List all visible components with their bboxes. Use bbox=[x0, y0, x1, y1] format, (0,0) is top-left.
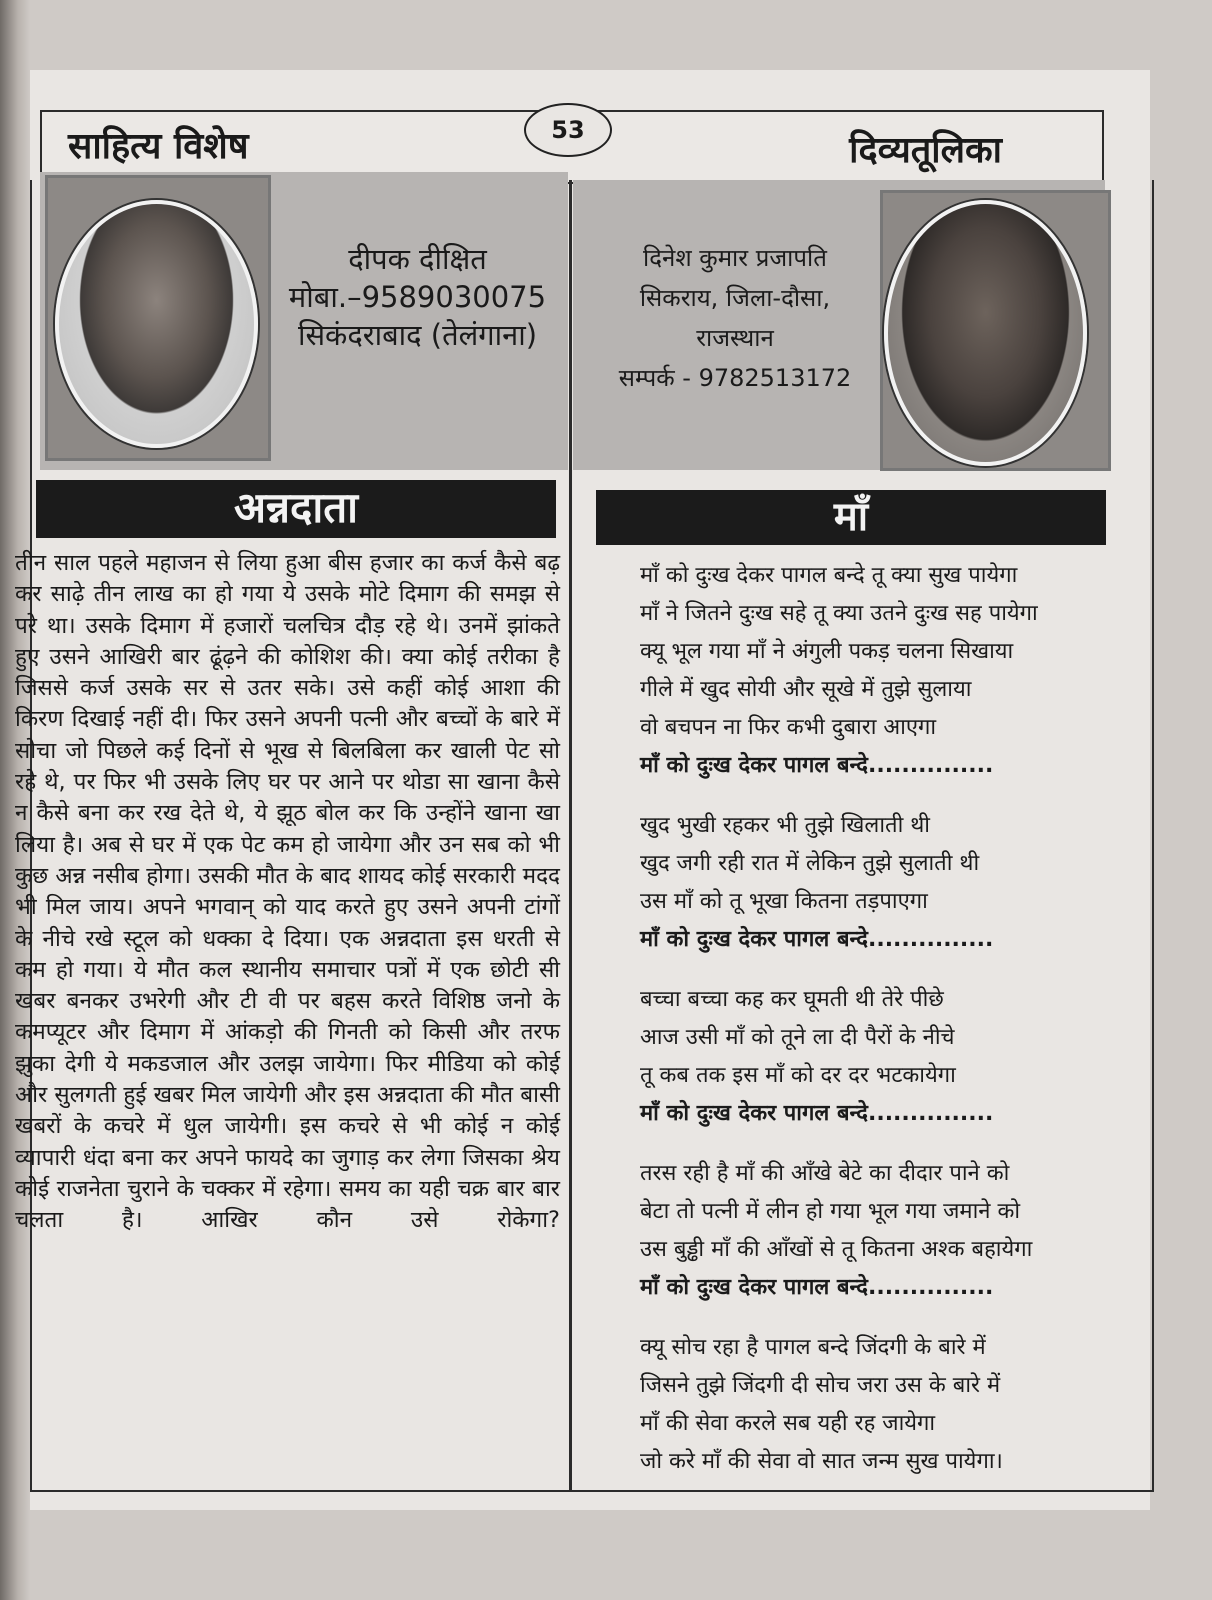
poem-line: माँ को दुःख देकर पागल बन्दे तू क्या सुख पायेगा bbox=[640, 563, 1018, 588]
left-author-location: सिकंदराबाद (तेलंगाना) bbox=[297, 318, 538, 352]
poem-title: माँ bbox=[596, 490, 1106, 545]
left-author-phone: मोबा.–9589030075 bbox=[288, 280, 547, 314]
poem-body bbox=[640, 557, 1110, 1503]
page-number: 53 bbox=[524, 103, 612, 157]
poem-line: तरस रही है माँ की आँखे बेटे का दीदार पाने को bbox=[640, 1161, 1010, 1186]
right-author-address1: सिकराय, जिला-दौसा, bbox=[639, 284, 831, 312]
poem-line: माँ ने जितने दुःख सहे तू क्या उतने दुःख सह पायेगा bbox=[640, 601, 1038, 626]
story-body bbox=[15, 548, 560, 1237]
section-title: साहित्य विशेष bbox=[68, 126, 249, 167]
right-author-info bbox=[590, 238, 880, 398]
right-author-address2: राजस्थान bbox=[696, 324, 774, 352]
poem-line: माँ की सेवा करले सब यही रह जायेगा bbox=[640, 1411, 936, 1436]
poem-stanza bbox=[640, 1155, 1110, 1307]
poem-line: तू कब तक इस माँ को दर दर भटकायेगा bbox=[640, 1063, 956, 1088]
poem-stanza bbox=[640, 807, 1110, 959]
poem-line: बेटा तो पत्नी में लीन हो गया भूल गया जमाने को bbox=[640, 1199, 1021, 1224]
poem-line: बच्चा बच्चा कह कर घूमती थी तेरे पीछे bbox=[640, 987, 944, 1012]
poem-line: जिसने तुझे जिंदगी दी सोच जरा उस के बारे में bbox=[640, 1373, 1001, 1398]
poem-stanza bbox=[640, 557, 1110, 785]
poem-line: क्यू सोच रहा है पागल बन्दे जिंदगी के बारे में bbox=[640, 1335, 986, 1360]
right-author-photo bbox=[884, 200, 1087, 466]
right-author-phone: सम्पर्क - 9782513172 bbox=[618, 364, 852, 392]
left-author-photo bbox=[55, 200, 258, 448]
poem-line: जो करे माँ की सेवा वो सात जन्म सुख पायेगा। bbox=[640, 1449, 1003, 1474]
poem-line: क्यू भूल गया माँ ने अंगुली पकड़ चलना सिखाया bbox=[640, 639, 1014, 664]
poem-stanza bbox=[640, 981, 1110, 1133]
poem-line: उस बुड्ढी माँ की आँखों से तू कितना अश्क बहायेगा bbox=[640, 1237, 1033, 1262]
poem-refrain: माँ को दुःख देकर पागल बन्दे............... bbox=[640, 927, 994, 952]
poem-refrain: माँ को दुःख देकर पागल बन्दे............... bbox=[640, 1275, 994, 1300]
left-author-info bbox=[270, 240, 565, 354]
story-title: अन्नदाता bbox=[36, 480, 556, 538]
story-text: तीन साल पहले महाजन से लिया हुआ बीस हजार का कर्ज कैसे बढ़ कर साढ़े तीन लाख का हो गया ये उसके मोटे दिमाग की समझ से परे था। उसके दिमाग में हजारों चलचित्र दौड़ रहे थे। उनमें झांकते हुए उसने आखिरी बार ढूंढ़ने की कोशिश की। क्या कोई तरीका है जिससे कर्ज उसके सर से उतर सके। उसे कहीं कोई आशा की किरण दिखाई नहीं दी। फिर उसने अपनी पत्नी और बच्चों के बारे में सोचा जो पिछले कई दिनों से भूख से बिलबिला कर खाली पेट सो रहे थे, पर फिर भी उसके लिए घर पर आने पर थोडा सा खाना कैसे न कैसे बना कर रख देते थे, ये झूठ बोल कर कि उन्होंने खाना खा लिया है। अब से घर में एक पेट कम हो जायेगा और उन सब को भी कुछ अन्न नसीब होगा। उसकी मौत के बाद शायद कोई सरकारी मदद भी मिल जाय। अपने भगवान् को याद करते हुए उसने अपनी टांगों के नीचे रखे स्टूल को धक्का दे दिया। एक अन्नदाता इस धरती से कम हो गया। ये मौत कल स्थानीय समाचार पत्रों में एक छोटी सी खबर बनकर उभरेगी और टी वी पर बहस करते विशिष्ठ जनो के कमप्यूटर और दिमाग में आंकड़ो की गिनती को किसी और तरफ झुका देगी ये मकडजाल और उलझ जायेगा। फिर मीडिया को कोई और सुलगती हुई खबर मिल जायेगी और इस अन्नदाता की मौत बासी खबरों के कचरे में धुल जायेगी। इस कचरे से भी कोई न कोई व्यापारी धंदा बना कर अपने फायदे का जुगाड़ कर लेगा जिसका श्रेय कोई राजनेता चुराने के चक्कर में रहेगा। समय का यही चक्र बार बार चलता है। आखिर कौन उसे रोकेगा? bbox=[15, 550, 560, 1234]
poem-line: गीले में खुद सोयी और सूखे में तुझे सुलाया bbox=[640, 677, 972, 702]
left-author-name: दीपक दीक्षित bbox=[348, 242, 487, 276]
column-divider bbox=[569, 180, 572, 1492]
right-author-name: दिनेश कुमार प्रजापति bbox=[643, 244, 827, 272]
poem-refrain: माँ को दुःख देकर पागल बन्दे............... bbox=[640, 1101, 994, 1126]
poem-stanza bbox=[640, 1329, 1110, 1481]
poem-refrain: माँ को दुःख देकर पागल बन्दे............... bbox=[640, 753, 994, 778]
poem-line: आज उसी माँ को तूने ला दी पैरों के नीचे bbox=[640, 1025, 955, 1050]
poem-line: खुद भुखी रहकर भी तुझे खिलाती थी bbox=[640, 813, 931, 838]
magazine-title: दिव्यतूलिका bbox=[849, 130, 1002, 171]
poem-line: वो बचपन ना फिर कभी दुबारा आएगा bbox=[640, 715, 937, 740]
poem-line: खुद जगी रही रात में लेकिन तुझे सुलाती थी bbox=[640, 851, 980, 876]
poem-line: उस माँ को तू भूखा कितना तड़पाएगा bbox=[640, 889, 928, 914]
